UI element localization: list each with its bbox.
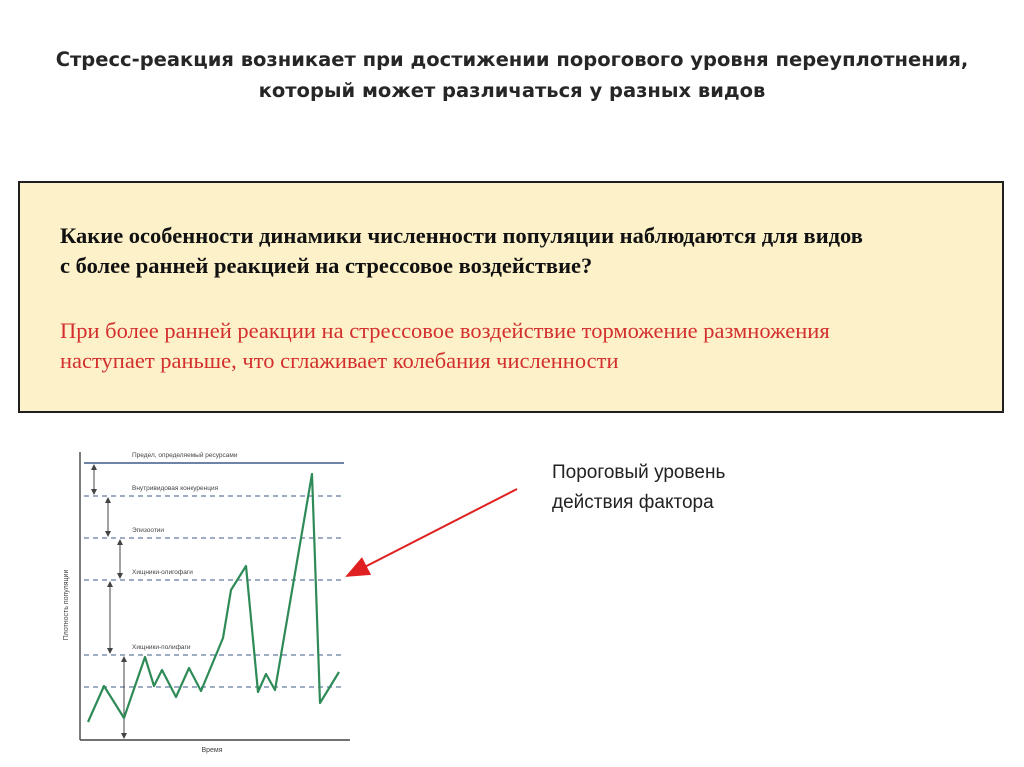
threshold-arrow [347,489,517,576]
level-label-resource-limit: Предел, определяемый ресурсами [132,452,238,459]
level-label-oligophages: Хищники-олигофаги [132,569,193,576]
answer-line-2: наступает раньше, что сглаживает колебания численности [60,348,619,373]
question-line-1: Какие особенности динамики численности популяции наблюдаются для видов [60,223,863,248]
y-axis-label: Плотность популяции [63,569,70,641]
threshold-note-line-2: действия фактора [552,492,714,513]
population-density-series [88,474,339,722]
answer-line-1: При более ранней реакции на стрессовое воздействие торможение размножения [60,318,830,343]
level-label-epizootics: Эпизоотии [132,527,165,534]
slide-title-line-2: который может различаться у разных видов [258,79,766,102]
level-label-polyphages: Хищники-полифаги [132,644,191,651]
level-label-intraspecific: Внутривидовая конкуренция [132,485,219,492]
x-axis-label: Время [201,747,223,754]
slide-title-line-1: Стресс-реакция возникает при достижении порогового уровня переуплотнения, [55,48,969,71]
limit-lines [84,463,344,687]
question-line-2: с более ранней реакцией на стрессовое воздействие? [60,253,593,278]
axes [80,452,350,740]
threshold-note-line-1: Пороговый уровень [552,462,726,483]
